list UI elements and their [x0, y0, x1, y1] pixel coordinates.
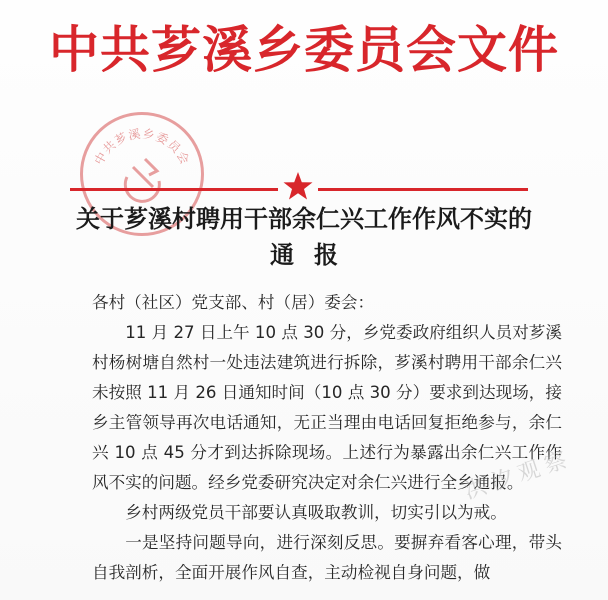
paragraph-warning: 乡村两级党员干部要认真吸取教训，切实引以为戒。: [125, 503, 507, 522]
paragraph-requirement-1: 一是坚持问题导向，进行深刻反思。要摒弃看客心理，带头自我剖析，全面开展作风自查，主动检视自身问题，做: [92, 533, 562, 582]
document-masthead: 中共芗溪乡委员会文件: [49, 20, 559, 79]
salutation: 各村（社区）党支部、村（居）委会：: [92, 293, 375, 312]
header-rule-left: [70, 188, 278, 191]
seal-lettering: 中共芗溪乡委员会: [91, 126, 193, 168]
watermark: 洪汐观察: [461, 446, 576, 505]
svg-text:中共芗溪乡委员会: [91, 126, 193, 168]
document-body: [92, 288, 562, 588]
document-title: 关于芗溪村聘用干部余仁兴工作作风不实的: [76, 205, 532, 233]
header-rule-right: [318, 188, 528, 191]
star-icon: [282, 170, 314, 202]
document-title-suffix: 通报: [270, 241, 358, 269]
paragraph-incident: 11 月 27 日上午 10 点 30 分，乡党委政府组织人员对芗溪村杨树塘自然村一处违法建筑进行拆除，芗溪村聘用干部余仁兴未按照 11 月 26 日通知时间（10 点 30 分）要求到达现场，接乡主管领导再次电话通知，无正当理由电话回复拒绝参与，余仁兴 10 点 45 分才到达拆除现场。上述行为暴露出余仁兴工作作风不实的问题。经乡党委研究决定对余仁兴进行全乡通报。: [92, 323, 562, 492]
